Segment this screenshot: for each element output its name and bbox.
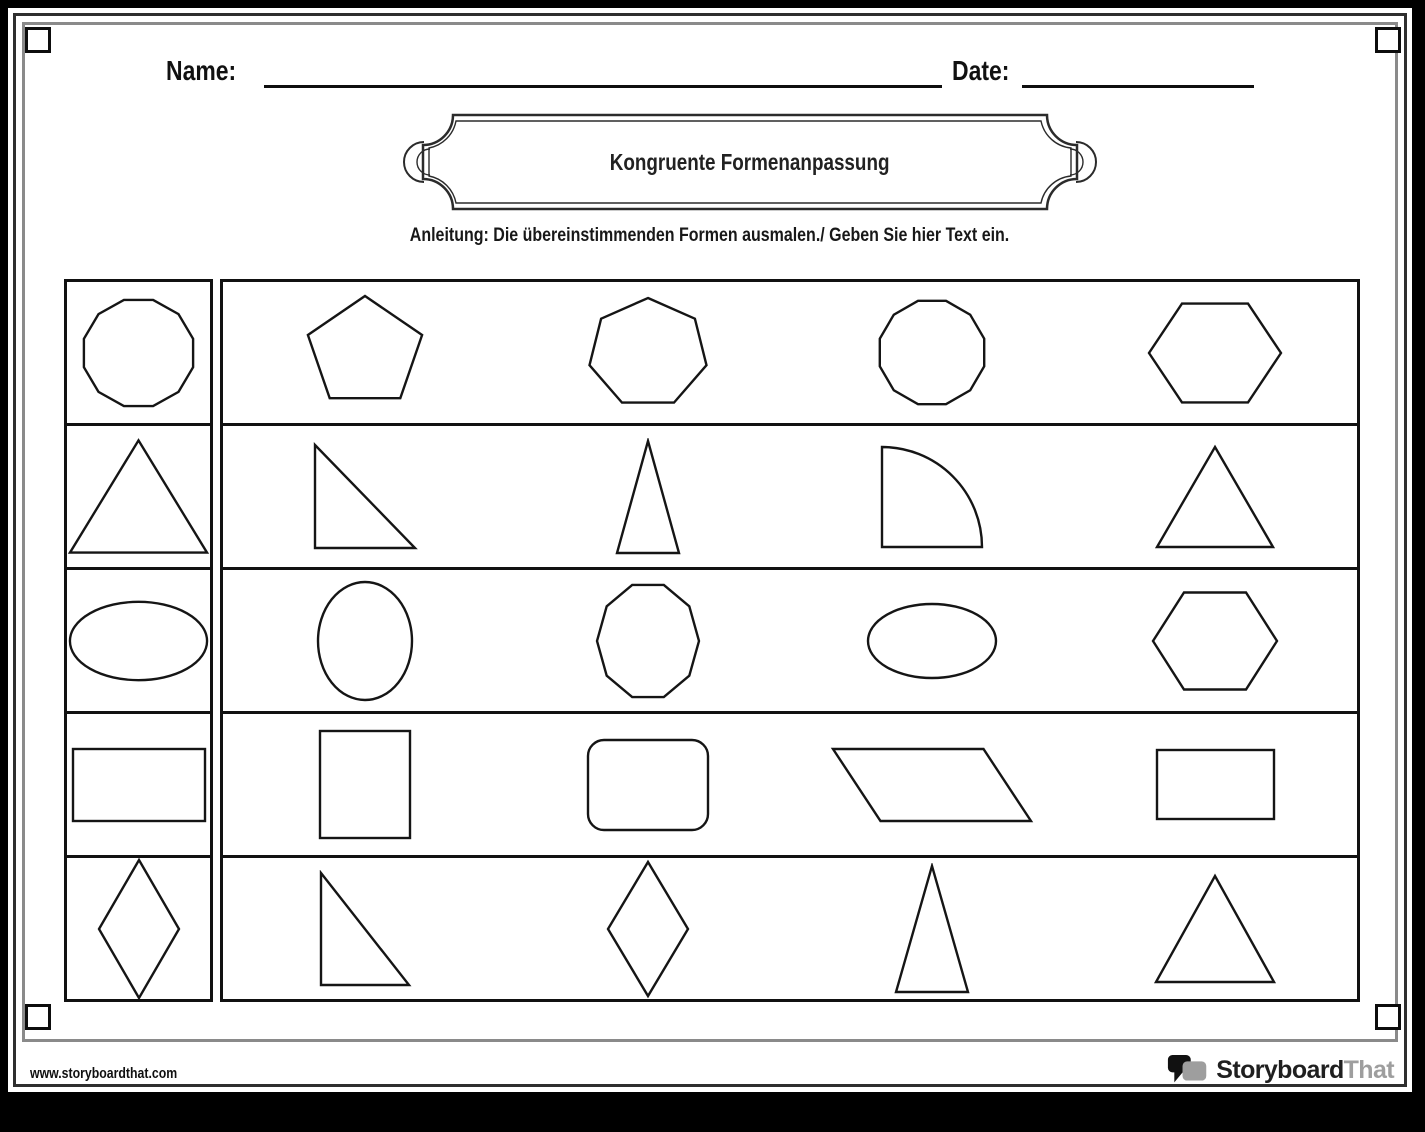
worksheet-title[interactable]: Kongruente Formenanpassung — [610, 148, 890, 175]
option-shape-hexagon[interactable] — [1146, 293, 1284, 413]
options-row-4 — [220, 711, 1360, 858]
corner-square-top-right — [1375, 27, 1401, 53]
option-cell-r5c4 — [1074, 858, 1358, 999]
name-label: Name: — [166, 55, 237, 86]
option-shape-heptagon[interactable] — [585, 295, 711, 411]
option-cell-r2c1 — [223, 426, 507, 567]
logo-wordmark: StoryboardThat — [1216, 1055, 1394, 1084]
option-cell-r1c1 — [223, 282, 507, 423]
option-shape-diamond[interactable] — [605, 859, 691, 999]
option-cell-r5c1 — [223, 858, 507, 999]
target-shape-ellipse[interactable] — [67, 598, 210, 684]
option-shape-ellipse[interactable] — [315, 579, 415, 703]
target-shape-rectangle[interactable] — [70, 746, 208, 824]
instructions-text: Anleitung: Die übereinstimmenden Formen ausmalen./ Geben Sie hier Text ein. — [410, 224, 1010, 246]
speech-bubbles-icon — [1167, 1054, 1209, 1087]
option-cell-r4c3 — [790, 714, 1074, 855]
option-shape-right-triangle[interactable] — [318, 870, 412, 988]
option-cell-r1c3 — [790, 282, 1074, 423]
option-shape-triangle[interactable] — [614, 438, 682, 556]
target-cell-row-1 — [64, 279, 213, 426]
option-cell-r3c1 — [223, 570, 507, 711]
option-shape-triangle[interactable] — [1154, 444, 1276, 550]
options-row-2 — [220, 423, 1360, 570]
options-row-5 — [220, 855, 1360, 1002]
option-cell-r4c2 — [507, 714, 791, 855]
option-shape-hexagon[interactable] — [1150, 582, 1280, 700]
option-cell-r3c4 — [1074, 570, 1358, 711]
options-row-3 — [220, 567, 1360, 714]
option-shape-ellipse[interactable] — [865, 601, 999, 681]
target-shape-dodecagon[interactable] — [79, 295, 198, 411]
option-cell-r4c1 — [223, 714, 507, 855]
option-shape-rectangle[interactable] — [317, 728, 413, 841]
option-shape-pentagon[interactable] — [302, 293, 428, 412]
date-input-line[interactable] — [1022, 58, 1254, 88]
option-cell-r2c3 — [790, 426, 1074, 567]
option-shape-parallelogram[interactable] — [830, 746, 1034, 824]
target-shape-diamond[interactable] — [96, 857, 182, 1001]
option-cell-r5c2 — [507, 858, 791, 999]
option-cell-r4c4 — [1074, 714, 1358, 855]
options-area — [220, 279, 1360, 1002]
option-shape-right-triangle[interactable] — [312, 442, 418, 551]
target-shape-triangle[interactable] — [67, 437, 210, 556]
option-shape-quarter-circle[interactable] — [879, 444, 985, 550]
target-cell-row-3 — [64, 567, 213, 714]
option-cell-r3c2 — [507, 570, 791, 711]
option-cell-r1c4 — [1074, 282, 1358, 423]
option-shape-rounded-rectangle[interactable] — [585, 737, 711, 833]
option-shape-triangle[interactable] — [1153, 873, 1277, 985]
option-shape-triangle[interactable] — [893, 863, 971, 995]
storyboardthat-logo — [1167, 1050, 1394, 1090]
footer-url: www.storyboardthat.com — [30, 1065, 178, 1082]
target-cell-row-5 — [64, 855, 213, 1002]
date-label: Date: — [952, 55, 1010, 86]
option-cell-r2c2 — [507, 426, 791, 567]
option-shape-rectangle[interactable] — [1154, 747, 1277, 822]
option-shape-dodecagon[interactable] — [875, 296, 989, 409]
target-cell-row-4 — [64, 711, 213, 858]
corner-square-bottom-left — [25, 1004, 51, 1030]
corner-square-bottom-right — [1375, 1004, 1401, 1030]
option-cell-r2c4 — [1074, 426, 1358, 567]
options-row-1 — [220, 279, 1360, 426]
corner-square-top-left — [25, 27, 51, 53]
option-cell-r3c3 — [790, 570, 1074, 711]
name-input-line[interactable] — [264, 58, 942, 88]
worksheet-sheet — [8, 8, 1412, 1092]
option-cell-r1c2 — [507, 282, 791, 423]
target-cell-row-2 — [64, 423, 213, 570]
option-cell-r5c3 — [790, 858, 1074, 999]
option-shape-decagon[interactable] — [594, 579, 702, 703]
target-column — [64, 279, 213, 1002]
